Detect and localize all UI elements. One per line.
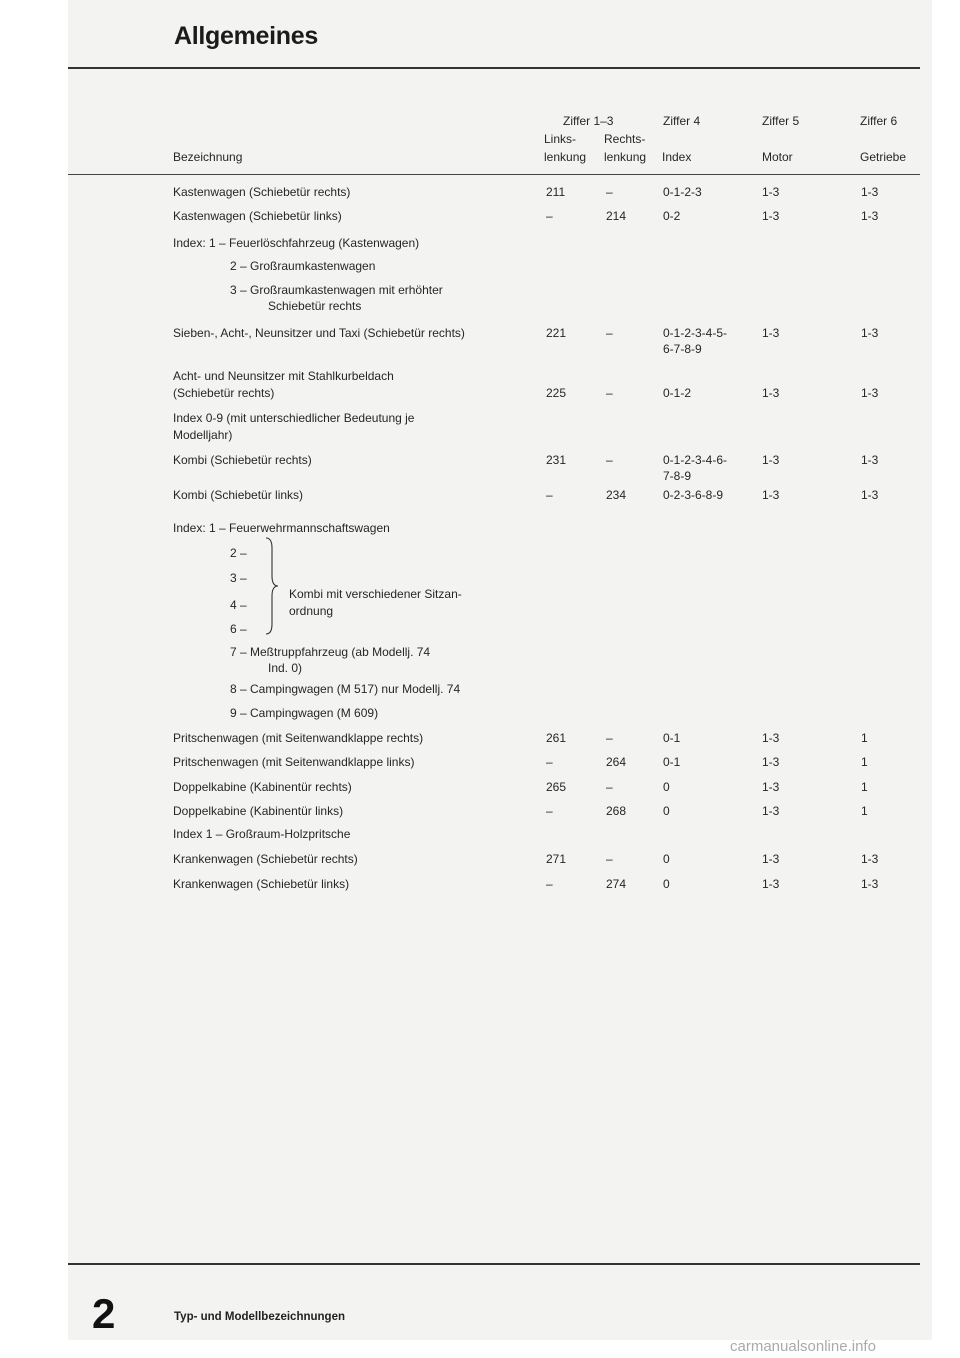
page-sheet — [68, 0, 932, 1340]
row-label: 6 – — [230, 622, 247, 636]
row-label: Kastenwagen (Schiebetür rechts) — [173, 185, 351, 199]
row-cell-getriebe: 1-3 — [861, 326, 879, 340]
row-cell-motor: 1-3 — [762, 488, 780, 502]
row-label: 3 – Großraumkastenwagen mit erhöhter — [230, 283, 443, 297]
row-label: 7-8-9 — [663, 469, 692, 483]
row-cell-r: 234 — [606, 488, 627, 502]
row-cell-motor: 1-3 — [762, 877, 780, 891]
row-cell-getriebe: 1 — [861, 804, 868, 818]
row-cell-getriebe: 1 — [861, 731, 868, 745]
bottom-rule — [68, 1263, 920, 1265]
row-cell-idx: 0-1 — [663, 755, 681, 769]
row-label: (Schiebetür rechts) — [173, 386, 275, 400]
row-cell-r: – — [606, 386, 613, 400]
row-cell-getriebe: 1-3 — [861, 488, 879, 502]
row-cell-motor: 1-3 — [762, 209, 780, 223]
row-label: Pritschenwagen (mit Seitenwandklappe rechts) — [173, 731, 424, 745]
row-cell-motor: 1-3 — [762, 453, 780, 467]
row-cell-r: – — [606, 453, 613, 467]
header-motor: Motor — [762, 150, 793, 164]
row-label: Modelljahr) — [173, 428, 233, 442]
row-cell-r: – — [606, 185, 613, 199]
row-cell-idx: 0-2-3-6-8-9 — [663, 488, 724, 502]
row-cell-motor: 1-3 — [762, 780, 780, 794]
page-title: Allgemeines — [174, 22, 318, 50]
row-cell-l: 265 — [546, 780, 567, 794]
row-label: Krankenwagen (Schiebetür links) — [173, 877, 350, 891]
row-cell-idx: 0 — [663, 780, 670, 794]
row-cell-getriebe: 1-3 — [861, 877, 879, 891]
row-cell-motor: 1-3 — [762, 804, 780, 818]
row-label: 9 – Campingwagen (M 609) — [230, 706, 379, 720]
row-cell-getriebe: 1-3 — [861, 185, 879, 199]
row-label: 7 – Meßtruppfahrzeug (ab Modellj. 74 — [230, 645, 431, 659]
header-lenkung-rechts: lenkung — [604, 150, 647, 164]
row-cell-r: – — [606, 731, 613, 745]
row-label: Index: 1 – Feuerwehrmannschaftswagen — [173, 521, 390, 535]
header-ziffer-4: Ziffer 4 — [663, 114, 701, 128]
header-lenkung-links: lenkung — [544, 150, 587, 164]
row-cell-getriebe: 1-3 — [861, 386, 879, 400]
header-getriebe: Getriebe — [860, 150, 907, 164]
row-label: Index 1 – Großraum-Holzpritsche — [173, 827, 351, 841]
page-number: 2 — [92, 1290, 116, 1337]
row-label: Krankenwagen (Schiebetür rechts) — [173, 852, 358, 866]
row-label: Kombi (Schiebetür links) — [173, 488, 304, 502]
row-cell-r: 214 — [606, 209, 627, 223]
row-cell-r: – — [606, 326, 613, 340]
row-label: Index 0-9 (mit unterschiedlicher Bedeutung je — [173, 411, 415, 425]
row-cell-l: 261 — [546, 731, 567, 745]
row-cell-l: – — [546, 755, 553, 769]
row-cell-idx: 0 — [663, 877, 670, 891]
row-cell-r: 264 — [606, 755, 627, 769]
row-label: 8 – Campingwagen (M 517) nur Modellj. 74 — [230, 682, 461, 696]
row-label: Acht- und Neunsitzer mit Stahlkurbeldach — [173, 369, 394, 383]
row-cell-idx: 0-1-2-3-4-6- — [663, 453, 728, 467]
header-bezeichnung: Bezeichnung — [173, 150, 243, 164]
row-cell-l: – — [546, 877, 553, 891]
footer-caption: Typ- und Modellbezeichnungen — [174, 1311, 346, 1323]
row-cell-r: – — [606, 852, 613, 866]
row-cell-motor: 1-3 — [762, 386, 780, 400]
header-links: Links- — [544, 132, 577, 146]
row-cell-l: 221 — [546, 326, 567, 340]
row-cell-motor: 1-3 — [762, 185, 780, 199]
row-cell-idx: 0 — [663, 852, 670, 866]
row-label: 2 – — [230, 546, 247, 560]
row-label: Schiebetür rechts — [268, 299, 362, 313]
header-ziffer-5: Ziffer 5 — [762, 114, 800, 128]
row-label: 2 – Großraumkastenwagen — [230, 259, 376, 273]
row-label: 4 – — [230, 598, 247, 612]
row-cell-l: 271 — [546, 852, 567, 866]
row-cell-idx: 0-1-2-3-4-5- — [663, 326, 728, 340]
row-cell-getriebe: 1 — [861, 755, 868, 769]
watermark: carmanualsonline.info — [730, 1338, 876, 1355]
row-cell-l: – — [546, 488, 553, 502]
row-cell-l: 231 — [546, 453, 567, 467]
row-cell-getriebe: 1-3 — [861, 852, 879, 866]
row-cell-idx: 0-1-2 — [663, 386, 692, 400]
row-cell-r: – — [606, 780, 613, 794]
row-label: Sieben-, Acht-, Neunsitzer und Taxi (Schiebetür rechts) — [173, 326, 465, 340]
header-ziffer-1-3: Ziffer 1–3 — [563, 114, 614, 128]
row-label: Doppelkabine (Kabinentür rechts) — [173, 780, 352, 794]
row-cell-motor: 1-3 — [762, 731, 780, 745]
header-rechts: Rechts- — [604, 132, 646, 146]
row-label: Kombi mit verschiedener Sitzan- — [289, 587, 462, 601]
row-cell-r: 274 — [606, 877, 627, 891]
header-ziffer-6: Ziffer 6 — [860, 114, 898, 128]
row-cell-l: – — [546, 209, 553, 223]
row-cell-l: – — [546, 804, 553, 818]
row-label: Kastenwagen (Schiebetür links) — [173, 209, 342, 223]
row-label: Doppelkabine (Kabinentür links) — [173, 804, 344, 818]
row-label: Pritschenwagen (mit Seitenwandklappe links) — [173, 755, 415, 769]
row-cell-getriebe: 1 — [861, 780, 868, 794]
row-cell-l: 225 — [546, 386, 567, 400]
row-label: 3 – — [230, 571, 247, 585]
header-rule — [68, 174, 920, 175]
row-cell-motor: 1-3 — [762, 755, 780, 769]
top-rule — [68, 67, 920, 69]
row-cell-r: 268 — [606, 804, 627, 818]
row-cell-l: 211 — [546, 185, 566, 199]
row-cell-idx: 0-2 — [663, 209, 681, 223]
row-cell-getriebe: 1-3 — [861, 453, 879, 467]
row-label: Ind. 0) — [268, 661, 303, 675]
row-cell-idx: 0 — [663, 804, 670, 818]
row-cell-motor: 1-3 — [762, 852, 780, 866]
row-cell-idx: 0-1 — [663, 731, 681, 745]
header-index: Index — [662, 150, 692, 164]
row-label: Kombi (Schiebetür rechts) — [173, 453, 312, 467]
row-label: 6-7-8-9 — [663, 342, 702, 356]
row-cell-idx: 0-1-2-3 — [663, 185, 702, 199]
row-cell-getriebe: 1-3 — [861, 209, 879, 223]
row-cell-motor: 1-3 — [762, 326, 780, 340]
row-label: Index: 1 – Feuerlöschfahrzeug (Kastenwagen) — [173, 236, 420, 250]
brace-icon — [264, 536, 284, 636]
row-label: ordnung — [289, 604, 334, 618]
